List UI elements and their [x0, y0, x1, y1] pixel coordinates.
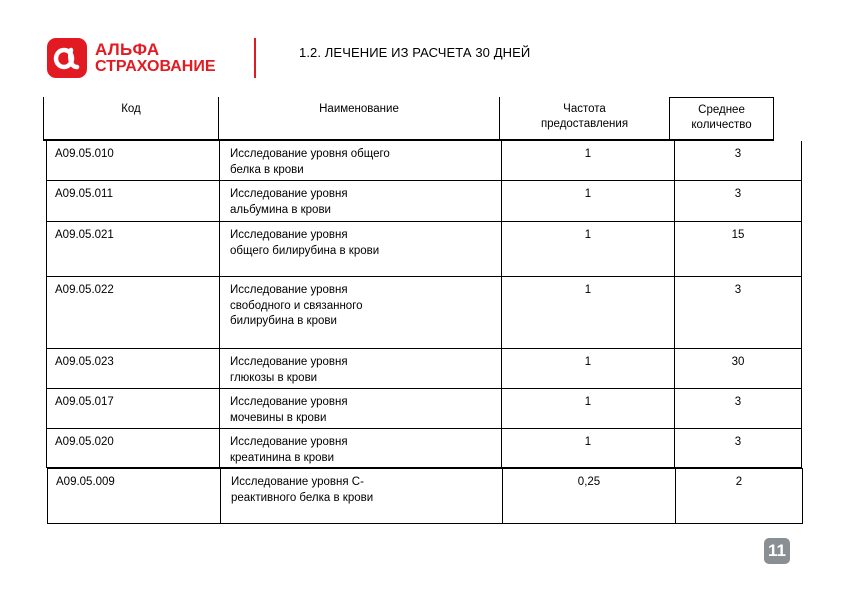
table-row — [46, 349, 802, 389]
cell-avg-qty: 3 — [734, 436, 742, 448]
cell-code: A09.05.011 — [47, 181, 220, 221]
cell-code: A09.05.020 — [47, 429, 220, 467]
table-row — [46, 277, 802, 349]
cell-avg-qty: 30 — [731, 356, 745, 368]
cell-name: Исследование уровня мочевины в крови — [220, 389, 502, 428]
table-row — [46, 222, 802, 277]
cell-name: Исследование уровня креатинина в крови — [220, 429, 502, 467]
services-table — [46, 141, 802, 524]
cell-avg-qty: 2 — [735, 476, 743, 488]
cell-frequency: 1 — [502, 277, 675, 348]
table-row — [46, 429, 802, 468]
cell-name: Исследование уровня глюкозы в крови — [220, 349, 502, 388]
cell-code: A09.05.022 — [47, 277, 220, 348]
cell-frequency: 1 — [502, 181, 675, 221]
company-logo — [47, 38, 216, 78]
cell-code: A09.05.021 — [47, 222, 220, 276]
cell-frequency: 1 — [502, 429, 675, 467]
cell-code: A09.05.009 — [48, 469, 221, 523]
cell-frequency: 0,25 — [503, 469, 676, 523]
header-frequency: Частота предоставления — [499, 97, 669, 139]
cell-code: A09.05.017 — [47, 389, 220, 428]
table-row — [47, 468, 803, 524]
table-row — [46, 389, 802, 429]
cell-avg-qty: 3 — [734, 188, 742, 200]
header-avg-qty: Среднее количество — [669, 97, 774, 139]
header-code: Код — [44, 97, 219, 139]
cell-name: Исследование уровня свободного и связанного билирубина в крови — [220, 277, 502, 348]
cell-name: Исследование уровня общего билирубина в крови — [220, 222, 502, 276]
alpha-letter-icon — [47, 38, 87, 78]
logo-line-1: АЛЬФА — [95, 40, 160, 59]
header-name: Наименование — [319, 103, 399, 115]
cell-frequency: 1 — [502, 389, 675, 428]
table-row — [46, 141, 802, 181]
cell-name: Исследование уровня С-реактивного белка в крови — [221, 469, 503, 523]
table-row — [46, 181, 802, 222]
cell-frequency: 1 — [502, 141, 675, 180]
cell-frequency: 1 — [502, 222, 675, 276]
page-title: 1.2. ЛЕЧЕНИЕ ИЗ РАСЧЕТА 30 ДНЕЙ — [299, 45, 531, 60]
cell-name: Исследование уровня альбумина в крови — [220, 181, 502, 221]
cell-avg-qty: 3 — [734, 148, 742, 160]
cell-avg-qty: 3 — [734, 396, 742, 408]
header-divider — [254, 38, 256, 78]
page-number-badge: 11 — [764, 538, 790, 564]
cell-avg-qty: 15 — [731, 229, 745, 241]
logo-line-2: СТРАХОВАНИЕ — [95, 58, 216, 75]
cell-avg-qty: 3 — [734, 284, 742, 296]
table-header — [43, 97, 774, 141]
cell-frequency: 1 — [502, 349, 675, 388]
logo-wordmark — [95, 41, 216, 75]
cell-name: Исследование уровня общего белка в крови — [220, 141, 502, 180]
cell-code: A09.05.010 — [47, 141, 220, 180]
cell-code: A09.05.023 — [47, 349, 220, 388]
